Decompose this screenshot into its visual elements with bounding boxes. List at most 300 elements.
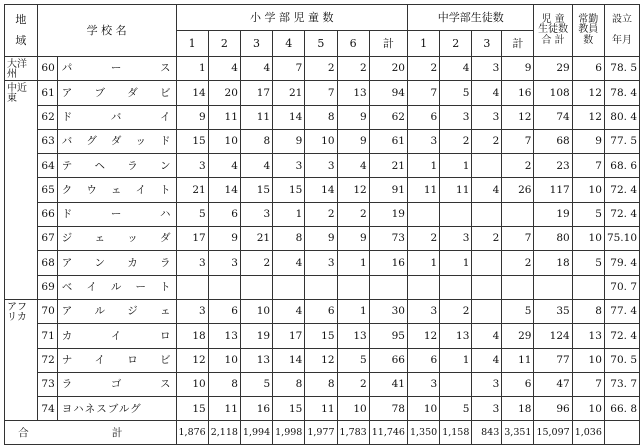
footer-m-1: 1,350 bbox=[407, 421, 439, 445]
elementary-grade-4 bbox=[273, 275, 305, 299]
middle-subtotal bbox=[502, 275, 534, 299]
teachers-count: 10 bbox=[572, 348, 604, 372]
elementary-grade-5: 10 bbox=[305, 129, 337, 153]
grade-m-2: 2 bbox=[440, 31, 472, 57]
elementary-grade-6: 9 bbox=[337, 227, 369, 251]
students-total: 47 bbox=[534, 372, 572, 396]
elementary-subtotal: 95 bbox=[369, 324, 407, 348]
elementary-grade-4: 21 bbox=[273, 81, 305, 105]
school-number: 65 bbox=[37, 178, 57, 202]
table-row bbox=[5, 372, 640, 396]
established-date: 77. 5 bbox=[604, 129, 639, 153]
school-name bbox=[57, 154, 176, 178]
teachers-count: 5 bbox=[572, 202, 604, 226]
middle-grade-2: 4 bbox=[440, 57, 472, 81]
school-number: 62 bbox=[37, 105, 57, 129]
teachers-count: 13 bbox=[572, 324, 604, 348]
students-total: 77 bbox=[534, 348, 572, 372]
grade-e-6: 6 bbox=[337, 31, 369, 57]
elementary-grade-1: 1 bbox=[176, 57, 208, 81]
school-number: 66 bbox=[37, 202, 57, 226]
middle-grade-1: 6 bbox=[407, 105, 439, 129]
elementary-grade-2: 9 bbox=[208, 227, 240, 251]
schools-table bbox=[4, 4, 640, 445]
footer-m-3: 843 bbox=[472, 421, 502, 445]
school-name bbox=[57, 81, 176, 105]
elementary-grade-5: 11 bbox=[305, 397, 337, 421]
footer-e-1: 1,876 bbox=[176, 421, 208, 445]
middle-grade-1: 11 bbox=[407, 178, 439, 202]
middle-grade-2: 3 bbox=[440, 105, 472, 129]
table-row bbox=[5, 275, 640, 299]
elementary-grade-3 bbox=[240, 275, 272, 299]
elementary-grade-2: 10 bbox=[208, 348, 240, 372]
established-date: 68. 6 bbox=[604, 154, 639, 178]
footer-e-total: 11,746 bbox=[369, 421, 407, 445]
teachers-header: 常勤 教員 数 bbox=[572, 5, 604, 57]
footer-e-3: 1,994 bbox=[240, 421, 272, 445]
school-name-text: パ ー ス bbox=[61, 62, 171, 75]
elementary-subtotal-header: 計 bbox=[369, 31, 407, 57]
footer-total: 15,097 bbox=[534, 421, 572, 445]
school-name bbox=[57, 251, 176, 275]
school-name bbox=[57, 129, 176, 153]
teachers-count: 12 bbox=[572, 105, 604, 129]
table-row bbox=[5, 105, 640, 129]
elementary-grade-3: 3 bbox=[240, 202, 272, 226]
total-students-header: 児 童 生徒数 合 計 bbox=[534, 5, 572, 57]
table-row bbox=[5, 299, 640, 323]
table-row bbox=[5, 251, 640, 275]
middle-grade-3: 2 bbox=[472, 129, 502, 153]
elementary-grade-3: 11 bbox=[240, 105, 272, 129]
middle-grade-2 bbox=[440, 275, 472, 299]
school-name bbox=[57, 372, 176, 396]
footer-label: 合 計 bbox=[5, 421, 177, 445]
elementary-grade-1: 21 bbox=[176, 178, 208, 202]
elementary-subtotal: 61 bbox=[369, 129, 407, 153]
school-name-text: テ ヘ ラ ン bbox=[61, 159, 171, 172]
middle-grade-3: 4 bbox=[472, 81, 502, 105]
teachers-count: 8 bbox=[572, 299, 604, 323]
school-number: 61 bbox=[37, 81, 57, 105]
students-total: 19 bbox=[534, 202, 572, 226]
school-name-text: ド ー ハ bbox=[61, 208, 171, 221]
elementary-grade-6: 13 bbox=[337, 324, 369, 348]
middle-grade-1: 3 bbox=[407, 299, 439, 323]
middle-grade-1 bbox=[407, 202, 439, 226]
elementary-grade-2: 8 bbox=[208, 372, 240, 396]
school-name-text: ク ウ ェ イ ト bbox=[61, 183, 171, 196]
elementary-grade-6: 4 bbox=[337, 154, 369, 178]
footer-e-6: 1,783 bbox=[337, 421, 369, 445]
elementary-subtotal: 21 bbox=[369, 154, 407, 178]
elementary-grade-5 bbox=[305, 275, 337, 299]
school-name-text: カ イ ロ bbox=[61, 329, 171, 342]
established-date: 72. 4 bbox=[604, 324, 639, 348]
elementary-grade-3: 15 bbox=[240, 178, 272, 202]
elementary-grade-5: 6 bbox=[305, 299, 337, 323]
school-number: 74 bbox=[37, 397, 57, 421]
teachers-count: 10 bbox=[572, 397, 604, 421]
elementary-grade-3: 21 bbox=[240, 227, 272, 251]
elementary-subtotal: 78 bbox=[369, 397, 407, 421]
school-header: 学 校 名 bbox=[37, 5, 176, 57]
footer-teachers: 1,036 bbox=[572, 421, 604, 445]
region-cell: 中近東 bbox=[5, 81, 38, 300]
established-date: 72. 4 bbox=[604, 178, 639, 202]
middle-grade-2 bbox=[440, 372, 472, 396]
region-cell: アフリカ bbox=[5, 299, 38, 420]
school-name-text: ラ ゴ ス bbox=[61, 378, 171, 391]
elementary-subtotal bbox=[369, 275, 407, 299]
middle-grade-3 bbox=[472, 202, 502, 226]
elementary-grade-4: 8 bbox=[273, 372, 305, 396]
middle-subtotal: 16 bbox=[502, 81, 534, 105]
elementary-subtotal: 16 bbox=[369, 251, 407, 275]
elementary-grade-5: 3 bbox=[305, 154, 337, 178]
elementary-subtotal: 19 bbox=[369, 202, 407, 226]
school-name-text: ベ イ ル ー ト bbox=[61, 281, 171, 294]
elementary-grade-1: 17 bbox=[176, 227, 208, 251]
school-number: 60 bbox=[37, 57, 57, 81]
middle-subtotal: 2 bbox=[502, 251, 534, 275]
elementary-grade-5: 12 bbox=[305, 348, 337, 372]
middle-header: 中学部生徒数 bbox=[407, 5, 533, 31]
teachers-count bbox=[572, 275, 604, 299]
middle-grade-1: 7 bbox=[407, 81, 439, 105]
elementary-grade-6: 13 bbox=[337, 81, 369, 105]
school-number: 64 bbox=[37, 154, 57, 178]
middle-subtotal bbox=[502, 202, 534, 226]
teachers-count: 7 bbox=[572, 154, 604, 178]
school-name-text: ナ イ ロ ビ bbox=[61, 353, 171, 366]
middle-grade-1: 2 bbox=[407, 57, 439, 81]
students-total: 80 bbox=[534, 227, 572, 251]
elementary-grade-1: 9 bbox=[176, 105, 208, 129]
middle-grade-1: 12 bbox=[407, 324, 439, 348]
table-row bbox=[5, 81, 640, 105]
elementary-grade-4: 9 bbox=[273, 129, 305, 153]
elementary-grade-3: 2 bbox=[240, 251, 272, 275]
school-number: 63 bbox=[37, 129, 57, 153]
school-name bbox=[57, 275, 176, 299]
middle-subtotal: 18 bbox=[502, 397, 534, 421]
elementary-grade-6 bbox=[337, 275, 369, 299]
elementary-grade-4: 17 bbox=[273, 324, 305, 348]
middle-subtotal: 29 bbox=[502, 324, 534, 348]
elementary-grade-1 bbox=[176, 275, 208, 299]
elementary-grade-6: 2 bbox=[337, 202, 369, 226]
students-total bbox=[534, 275, 572, 299]
school-number: 72 bbox=[37, 348, 57, 372]
elementary-grade-4: 14 bbox=[273, 348, 305, 372]
grade-e-4: 4 bbox=[273, 31, 305, 57]
middle-grade-3: 4 bbox=[472, 324, 502, 348]
students-total: 68 bbox=[534, 129, 572, 153]
elementary-grade-1: 18 bbox=[176, 324, 208, 348]
elementary-subtotal: 73 bbox=[369, 227, 407, 251]
students-total: 23 bbox=[534, 154, 572, 178]
grade-m-3: 3 bbox=[472, 31, 502, 57]
middle-grade-3 bbox=[472, 251, 502, 275]
elementary-grade-2: 11 bbox=[208, 105, 240, 129]
middle-subtotal: 5 bbox=[502, 299, 534, 323]
middle-grade-2: 1 bbox=[440, 154, 472, 178]
middle-grade-2: 1 bbox=[440, 251, 472, 275]
elementary-grade-2: 3 bbox=[208, 251, 240, 275]
elementary-grade-6: 9 bbox=[337, 129, 369, 153]
elementary-grade-1: 14 bbox=[176, 81, 208, 105]
middle-grade-3: 4 bbox=[472, 178, 502, 202]
elementary-grade-6: 9 bbox=[337, 105, 369, 129]
elementary-grade-2: 11 bbox=[208, 397, 240, 421]
footer-e-4: 1,998 bbox=[273, 421, 305, 445]
school-number: 71 bbox=[37, 324, 57, 348]
students-total: 96 bbox=[534, 397, 572, 421]
elementary-grade-3: 4 bbox=[240, 154, 272, 178]
students-total: 29 bbox=[534, 57, 572, 81]
established-date: 75.10 bbox=[604, 227, 639, 251]
elementary-grade-1: 15 bbox=[176, 397, 208, 421]
grade-e-2: 2 bbox=[208, 31, 240, 57]
school-name bbox=[57, 57, 176, 81]
middle-grade-3: 4 bbox=[472, 348, 502, 372]
elementary-grade-2: 6 bbox=[208, 299, 240, 323]
established-date: 80. 4 bbox=[604, 105, 639, 129]
table-row bbox=[5, 178, 640, 202]
middle-grade-3 bbox=[472, 299, 502, 323]
middle-grade-3 bbox=[472, 275, 502, 299]
middle-grade-2: 1 bbox=[440, 348, 472, 372]
school-name bbox=[57, 397, 176, 421]
established-date: 78. 4 bbox=[604, 81, 639, 105]
middle-grade-2: 3 bbox=[440, 227, 472, 251]
middle-subtotal: 9 bbox=[502, 57, 534, 81]
middle-subtotal-header: 計 bbox=[502, 31, 534, 57]
elementary-grade-3: 10 bbox=[240, 299, 272, 323]
elementary-grade-5: 8 bbox=[305, 105, 337, 129]
elementary-grade-5: 15 bbox=[305, 324, 337, 348]
students-total: 18 bbox=[534, 251, 572, 275]
elementary-grade-4: 7 bbox=[273, 57, 305, 81]
middle-subtotal: 11 bbox=[502, 348, 534, 372]
elementary-grade-4: 8 bbox=[273, 227, 305, 251]
table-row bbox=[5, 154, 640, 178]
elementary-grade-3: 4 bbox=[240, 57, 272, 81]
school-name-text: ヨハネスブルグ bbox=[61, 402, 142, 415]
middle-grade-1: 6 bbox=[407, 348, 439, 372]
middle-grade-2: 2 bbox=[440, 299, 472, 323]
elementary-subtotal: 41 bbox=[369, 372, 407, 396]
school-name-text: ア ブ ダ ビ bbox=[61, 86, 171, 99]
elementary-grade-2 bbox=[208, 275, 240, 299]
elementary-grade-3: 17 bbox=[240, 81, 272, 105]
students-total: 35 bbox=[534, 299, 572, 323]
footer-e-2: 2,118 bbox=[208, 421, 240, 445]
elementary-grade-2: 14 bbox=[208, 178, 240, 202]
elementary-grade-6: 1 bbox=[337, 251, 369, 275]
region-header: 地 域 bbox=[5, 5, 38, 57]
middle-grade-1: 1 bbox=[407, 251, 439, 275]
elementary-grade-2: 6 bbox=[208, 202, 240, 226]
table-row bbox=[5, 202, 640, 226]
elementary-grade-5: 3 bbox=[305, 251, 337, 275]
established-date: 78. 5 bbox=[604, 57, 639, 81]
elementary-grade-1: 5 bbox=[176, 202, 208, 226]
elementary-grade-5: 8 bbox=[305, 372, 337, 396]
teachers-count: 10 bbox=[572, 227, 604, 251]
middle-grade-3 bbox=[472, 154, 502, 178]
table-row bbox=[5, 397, 640, 421]
elementary-grade-4: 3 bbox=[273, 154, 305, 178]
middle-subtotal: 7 bbox=[502, 129, 534, 153]
school-name-text: ジ ェ ッ ダ bbox=[61, 232, 171, 245]
elementary-grade-6: 5 bbox=[337, 348, 369, 372]
school-number: 67 bbox=[37, 227, 57, 251]
table-row bbox=[5, 227, 640, 251]
elementary-grade-1: 15 bbox=[176, 129, 208, 153]
school-name-text: ア ン カ ラ bbox=[61, 256, 171, 269]
established-date: 77. 4 bbox=[604, 299, 639, 323]
region-cell: 大洋州 bbox=[5, 57, 38, 81]
established-date: 73. 7 bbox=[604, 372, 639, 396]
middle-grade-1 bbox=[407, 275, 439, 299]
established-date: 79. 4 bbox=[604, 251, 639, 275]
middle-grade-3: 3 bbox=[472, 105, 502, 129]
students-total: 108 bbox=[534, 81, 572, 105]
grade-e-5: 5 bbox=[305, 31, 337, 57]
elementary-subtotal: 91 bbox=[369, 178, 407, 202]
school-name-text: バ グ ダ ッ ド bbox=[61, 135, 171, 148]
teachers-count: 10 bbox=[572, 178, 604, 202]
middle-grade-3: 2 bbox=[472, 227, 502, 251]
middle-grade-1: 10 bbox=[407, 397, 439, 421]
elementary-grade-5: 2 bbox=[305, 202, 337, 226]
elementary-grade-3: 5 bbox=[240, 372, 272, 396]
school-name-text: ア ル ジ ェ bbox=[61, 305, 171, 318]
footer-e-5: 1,977 bbox=[305, 421, 337, 445]
middle-grade-2: 5 bbox=[440, 81, 472, 105]
middle-grade-1: 2 bbox=[407, 227, 439, 251]
elementary-grade-6: 1 bbox=[337, 299, 369, 323]
elementary-subtotal: 30 bbox=[369, 299, 407, 323]
students-total: 124 bbox=[534, 324, 572, 348]
established-date: 70. 5 bbox=[604, 348, 639, 372]
middle-grade-2: 13 bbox=[440, 324, 472, 348]
elementary-grade-6: 12 bbox=[337, 178, 369, 202]
middle-grade-2: 5 bbox=[440, 397, 472, 421]
middle-grade-3: 3 bbox=[472, 372, 502, 396]
elementary-subtotal: 66 bbox=[369, 348, 407, 372]
middle-subtotal: 12 bbox=[502, 105, 534, 129]
school-number: 73 bbox=[37, 372, 57, 396]
elementary-grade-6: 10 bbox=[337, 397, 369, 421]
elementary-grade-1: 3 bbox=[176, 154, 208, 178]
middle-grade-2 bbox=[440, 202, 472, 226]
elementary-subtotal: 62 bbox=[369, 105, 407, 129]
elementary-grade-5: 7 bbox=[305, 81, 337, 105]
middle-subtotal: 26 bbox=[502, 178, 534, 202]
middle-grade-2: 2 bbox=[440, 129, 472, 153]
teachers-count: 9 bbox=[572, 129, 604, 153]
established-date: 70. 7 bbox=[604, 275, 639, 299]
elementary-grade-6: 2 bbox=[337, 372, 369, 396]
elementary-grade-6: 2 bbox=[337, 57, 369, 81]
footer-m-total: 3,351 bbox=[502, 421, 534, 445]
middle-grade-3: 3 bbox=[472, 397, 502, 421]
teachers-count: 6 bbox=[572, 57, 604, 81]
elementary-grade-4: 4 bbox=[273, 251, 305, 275]
elementary-grade-5: 2 bbox=[305, 57, 337, 81]
elementary-grade-1: 10 bbox=[176, 372, 208, 396]
elementary-grade-2: 10 bbox=[208, 129, 240, 153]
school-number: 68 bbox=[37, 251, 57, 275]
school-name-text: ド バ イ bbox=[61, 110, 171, 123]
middle-grade-1: 3 bbox=[407, 129, 439, 153]
table-row bbox=[5, 348, 640, 372]
middle-grade-1: 1 bbox=[407, 154, 439, 178]
elementary-grade-4: 15 bbox=[273, 178, 305, 202]
elementary-grade-5: 14 bbox=[305, 178, 337, 202]
school-name bbox=[57, 202, 176, 226]
school-name bbox=[57, 178, 176, 202]
middle-grade-1: 3 bbox=[407, 372, 439, 396]
elementary-grade-4: 1 bbox=[273, 202, 305, 226]
elementary-grade-5: 9 bbox=[305, 227, 337, 251]
table-row bbox=[5, 57, 640, 81]
elementary-grade-4: 15 bbox=[273, 397, 305, 421]
teachers-count: 5 bbox=[572, 251, 604, 275]
grade-e-3: 3 bbox=[240, 31, 272, 57]
middle-grade-2: 11 bbox=[440, 178, 472, 202]
elementary-grade-2: 4 bbox=[208, 154, 240, 178]
elementary-grade-3: 13 bbox=[240, 348, 272, 372]
elementary-grade-1: 3 bbox=[176, 299, 208, 323]
elementary-grade-4: 4 bbox=[273, 299, 305, 323]
elementary-grade-1: 12 bbox=[176, 348, 208, 372]
school-name bbox=[57, 105, 176, 129]
grade-e-1: 1 bbox=[176, 31, 208, 57]
elementary-grade-2: 20 bbox=[208, 81, 240, 105]
elementary-subtotal: 20 bbox=[369, 57, 407, 81]
elementary-header: 小 学 部 児 童 数 bbox=[176, 5, 407, 31]
established-date: 66. 8 bbox=[604, 397, 639, 421]
established-date: 72. 4 bbox=[604, 202, 639, 226]
elementary-grade-2: 4 bbox=[208, 57, 240, 81]
school-name bbox=[57, 227, 176, 251]
school-name bbox=[57, 299, 176, 323]
established-header: 設立 年月 bbox=[604, 5, 639, 57]
elementary-grade-3: 16 bbox=[240, 397, 272, 421]
middle-subtotal: 6 bbox=[502, 372, 534, 396]
elementary-subtotal: 94 bbox=[369, 81, 407, 105]
elementary-grade-2: 13 bbox=[208, 324, 240, 348]
students-total: 117 bbox=[534, 178, 572, 202]
middle-subtotal: 2 bbox=[502, 154, 534, 178]
school-name bbox=[57, 324, 176, 348]
footer-est bbox=[604, 421, 639, 445]
students-total: 74 bbox=[534, 105, 572, 129]
elementary-grade-1: 3 bbox=[176, 251, 208, 275]
table-row bbox=[5, 129, 640, 153]
school-number: 70 bbox=[37, 299, 57, 323]
table-row bbox=[5, 324, 640, 348]
elementary-grade-4: 14 bbox=[273, 105, 305, 129]
teachers-count: 12 bbox=[572, 81, 604, 105]
footer-m-2: 1,158 bbox=[440, 421, 472, 445]
school-name bbox=[57, 348, 176, 372]
